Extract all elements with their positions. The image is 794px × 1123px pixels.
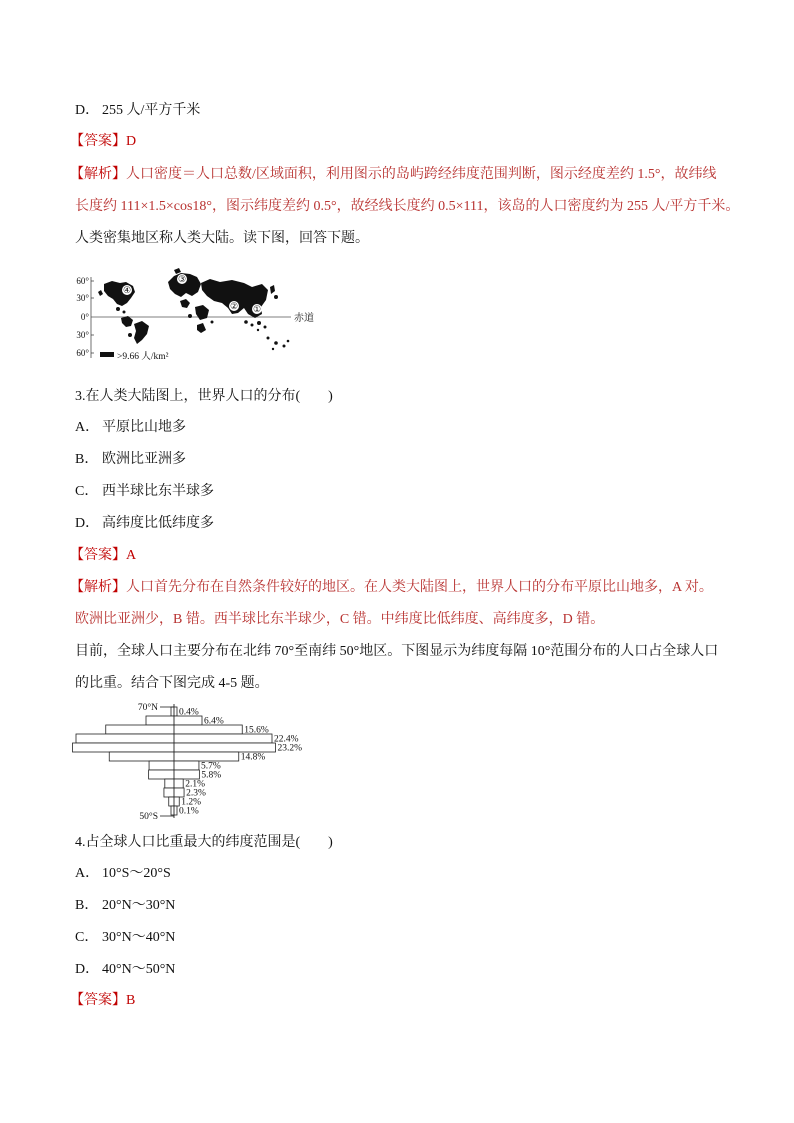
lat-label: 60° <box>76 276 89 286</box>
option-letter: A． <box>75 420 100 435</box>
asia-dot <box>274 295 278 299</box>
q2-option-d <box>75 101 200 121</box>
central-america-dot <box>116 307 120 311</box>
q3-option-b <box>75 450 186 470</box>
island-dot <box>257 329 259 331</box>
axis-bottom-label: 50°S <box>139 812 158 822</box>
q3-option-d <box>75 514 214 534</box>
q3-stem: 3.在人类大陆图上，世界人口的分布( ) <box>75 389 333 404</box>
island-dot <box>244 320 248 324</box>
africa-dot <box>188 314 192 318</box>
answer-tag: 【答案】 <box>70 548 126 563</box>
answer-value: B <box>126 993 136 1008</box>
option-text: 40°N～50°N <box>102 962 176 977</box>
australia-dot <box>272 348 274 350</box>
option-letter: B． <box>75 898 99 913</box>
legend-text: >9.66 人/km² <box>117 352 169 362</box>
q4-option-a <box>75 864 171 884</box>
island-dot <box>264 326 267 329</box>
africa-blob <box>197 323 206 333</box>
option-text: 255 人/平方千米 <box>102 103 201 118</box>
region-label-1: ① <box>252 304 262 314</box>
option-text: 高纬度比低纬度多 <box>102 516 214 531</box>
analysis-text: 人口密度＝人口总数/区域面积，利用图示的岛屿跨经纬度范围判断，图示经度差约 1.5°，故纬线 <box>126 167 717 182</box>
australia-dot <box>283 345 286 348</box>
intro-text-2-line-1: 目前，全球人口主要分布在北纬 70°至南纬 50°地区。下图显示为纬度每隔 10°范围分布的人口占全球人口 <box>75 644 719 659</box>
australia-dot <box>267 337 270 340</box>
region-label-4: ④ <box>122 285 132 295</box>
q4-option-d <box>75 960 175 980</box>
bar-value-label-7: 5.7% <box>200 761 221 772</box>
option-text: 欧洲比亚洲多 <box>102 452 186 467</box>
north-america-blob <box>98 290 103 296</box>
option-text: 30°N～40°N <box>102 930 176 945</box>
intro-text-1: 人类密集地区称人类大陆。读下图，回答下题。 <box>75 231 369 246</box>
lat-label: 60° <box>76 348 89 358</box>
bar-value-label-4: 22.4% <box>274 734 299 745</box>
caribbean-dot <box>123 311 126 314</box>
island-dot <box>257 321 261 325</box>
answer-tag: 【答案】 <box>70 993 126 1008</box>
australia-dot <box>287 340 290 343</box>
bar-value-label-6: 14.8% <box>240 752 266 763</box>
q3-answer <box>70 546 136 566</box>
bar-value-label-3: 15.6% <box>244 725 269 736</box>
q4-answer <box>70 991 135 1011</box>
q4-option-b <box>75 896 175 916</box>
bar-value-label-12: 0.1% <box>179 806 199 817</box>
lat-label: 30° <box>76 330 89 340</box>
lat-label: 30° <box>76 293 89 303</box>
option-text: 平原比山地多 <box>102 420 186 435</box>
option-letter: A． <box>75 866 100 881</box>
option-text: 10°S～20°S <box>102 866 171 881</box>
q3-option-c <box>75 482 214 502</box>
analysis-text: 人口首先分布在自然条件较好的地区。在人类大陆图上，世界人口的分布平原比山地多，A 对。 <box>126 580 713 595</box>
population-map <box>66 268 320 364</box>
bar-value-label-11: 1.2% <box>181 797 202 808</box>
analysis-tag: 【解析】 <box>70 580 126 595</box>
intro-text-2-line-2: 的比重。结合下图完成 4-5 题。 <box>75 676 269 691</box>
bar-value-label-9: 2.1% <box>185 779 205 790</box>
q3-analysis-line-1 <box>70 578 713 598</box>
q2-analysis-line-1 <box>70 165 717 185</box>
africa-dot <box>211 321 214 324</box>
option-text: 西半球比东半球多 <box>102 484 214 499</box>
bar-value-label-5: 23.2% <box>277 743 303 754</box>
africa-blob <box>180 299 190 308</box>
lat-label: 0° <box>80 312 89 322</box>
q3-option-a <box>75 418 186 438</box>
africa-blob <box>195 305 209 320</box>
axis-top-label: 70°N <box>137 703 158 713</box>
bar-value-label-1: 0.4% <box>179 707 199 718</box>
bar-value-label-2: 6.4% <box>204 716 224 727</box>
q4-stem: 4.占全球人口比重最大的纬度范围是( ) <box>75 835 333 850</box>
bar-value-label-8: 5.8% <box>201 770 222 781</box>
q4-option-c <box>75 928 175 948</box>
answer-tag: 【答案】 <box>70 134 126 149</box>
australia-dot <box>274 341 278 345</box>
q2-answer <box>70 132 136 152</box>
japan-blob <box>270 285 275 294</box>
option-letter: D． <box>75 962 100 977</box>
latitude-population-chart <box>60 698 310 828</box>
option-letter: B． <box>75 452 99 467</box>
island-dot <box>251 324 254 327</box>
q2-analysis-line-2: 长度约 111×1.5×cos18°，图示纬度差约 0.5°，故经线长度约 0.5×111，该岛的人口密度约为 255 人/平方千米。 <box>75 199 740 214</box>
south-america-dot <box>128 333 132 337</box>
south-america-blob <box>134 321 149 344</box>
bar-value-label-10: 2.3% <box>186 788 206 799</box>
answer-value: A <box>126 548 137 563</box>
region-label-3: ③ <box>177 274 187 284</box>
option-letter: D． <box>75 516 100 531</box>
legend-swatch <box>100 352 114 357</box>
q3-analysis-line-2: 欧洲比亚洲少，B 错。西半球比东半球少，C 错。中纬度比低纬度、高纬度多，D 错。 <box>75 612 605 627</box>
region-label-2: ② <box>229 301 239 311</box>
equator-label: 赤道 <box>294 313 314 324</box>
analysis-tag: 【解析】 <box>70 167 126 182</box>
option-letter: C． <box>75 484 99 499</box>
south-america-blob <box>121 316 133 327</box>
option-text: 20°N～30°N <box>102 898 176 913</box>
option-letter: D． <box>75 103 100 118</box>
answer-value: D <box>126 134 137 149</box>
option-letter: C． <box>75 930 99 945</box>
